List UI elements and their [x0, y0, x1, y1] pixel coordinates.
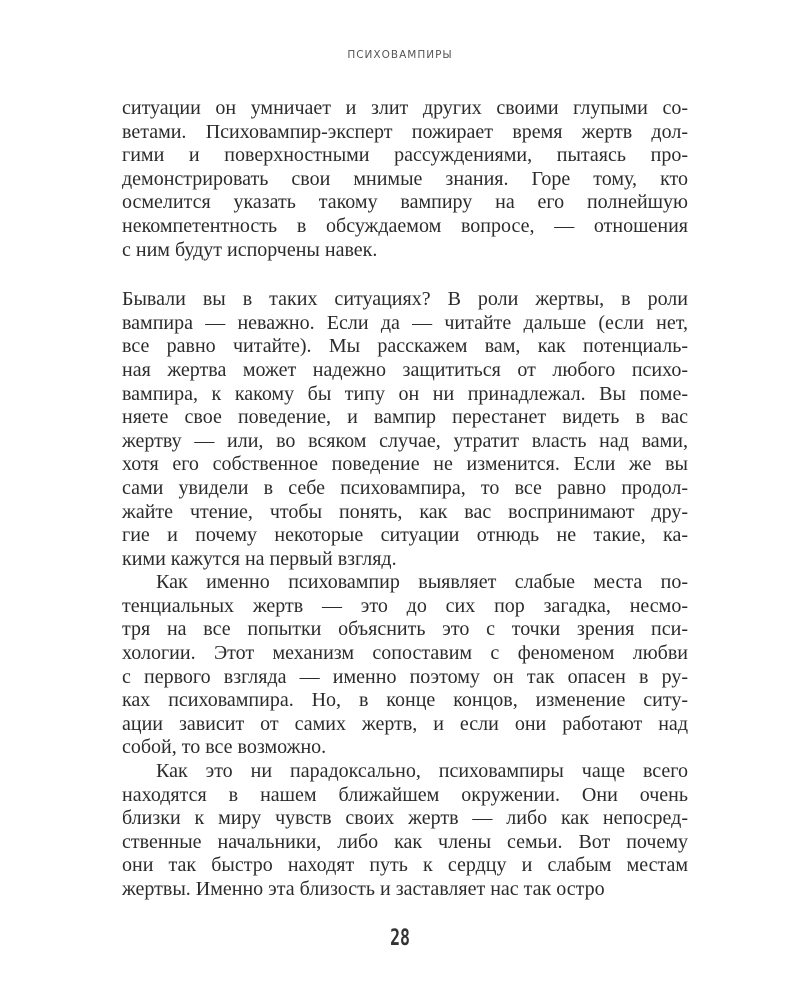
paragraph	[122, 760, 688, 902]
text-line: тря на все попытки объяснить это с точки зрения пси-	[122, 618, 688, 641]
paragraph	[122, 288, 688, 571]
text-line: все равно читайте). Мы расскажем вам, как потенциаль-	[122, 335, 688, 358]
text-line: они так быстро находят путь к сердцу и слабым местам	[122, 854, 688, 877]
running-header: ПСИХОВАМПИРЫ	[347, 49, 453, 61]
text-line: ках психовампира. Но, в конце концов, изменение ситу-	[122, 689, 688, 712]
text-line: вампира, к какому бы типу он ни принадлежал. Вы поме-	[122, 382, 688, 405]
text-line: ная жертва может надежно защититься от любого психо-	[122, 358, 688, 381]
text-line: находятся в нашем ближайшем окружении. Они очень	[122, 783, 688, 806]
text-line: жертву — или, во всяком случае, утратит власть над вами,	[122, 429, 688, 452]
text-line: ветами. Психовампир-эксперт пожирает время жертв дол-	[122, 120, 688, 143]
text-line: сами увидели в себе психовампира, то все равно продол-	[122, 476, 688, 499]
text-line: Как это ни парадоксально, психовампиры чаще всего	[156, 760, 688, 783]
text-line: гие и почему некоторые ситуации отнюдь не такие, ка-	[122, 524, 688, 547]
text-line: ситуации он умничает и злит других своими глупыми со-	[122, 97, 688, 119]
text-line: ации зависит от самих жертв, и если они работают над	[122, 712, 688, 735]
text-line: Бывали вы в таких ситуациях? В роли жертвы, в роли	[122, 288, 688, 311]
text-line: близки к миру чувств своих жертв — либо как непосред-	[122, 807, 688, 830]
text-line: с ним будут испорчены навек.	[122, 238, 378, 261]
text-line: хологии. Этот механизм сопоставим с феноменом любви	[122, 642, 688, 665]
text-line: няете свое поведение, и вампир перестанет видеть в вас	[122, 406, 688, 429]
text-line: с первого взгляда — именно поэтому он так опасен в ру-	[122, 665, 688, 688]
text-line: вампира — неважно. Если да — читайте дальше (если нет,	[122, 311, 688, 334]
text-line: некомпетентность в обсуждаемом вопросе, — отношения	[122, 214, 688, 237]
text-line: хотя его собственное поведение не изменится. Если же вы	[122, 453, 688, 476]
text-line: жертвы. Именно эта близость и заставляет нас так остро	[122, 878, 605, 900]
paragraph	[122, 571, 688, 760]
text-line: кими кажутся на первый взгляд.	[122, 547, 397, 570]
text-line: собой, то все возможно.	[122, 736, 327, 759]
text-line: тенциальных жертв — это до сих пор загадка, несмо-	[122, 594, 688, 617]
paragraph-spacer	[122, 262, 688, 288]
text-line: гими и поверхностными рассуждениями, пытаясь про-	[122, 144, 688, 167]
text-line: жайте чтение, чтобы понять, как вас воспринимают дру-	[122, 500, 688, 523]
text-line: демонстрировать свои мнимые знания. Горе тому, кто	[122, 167, 688, 190]
text-line: Как именно психовампир выявляет слабые места по-	[156, 571, 688, 594]
page-number: 28	[390, 926, 410, 951]
text-line: осмелится указать такому вампиру на его полнейшую	[122, 191, 688, 214]
text-line: ственные начальники, либо как члены семьи. Вот почему	[122, 830, 688, 853]
body-text	[122, 97, 688, 902]
paragraph	[122, 97, 688, 262]
